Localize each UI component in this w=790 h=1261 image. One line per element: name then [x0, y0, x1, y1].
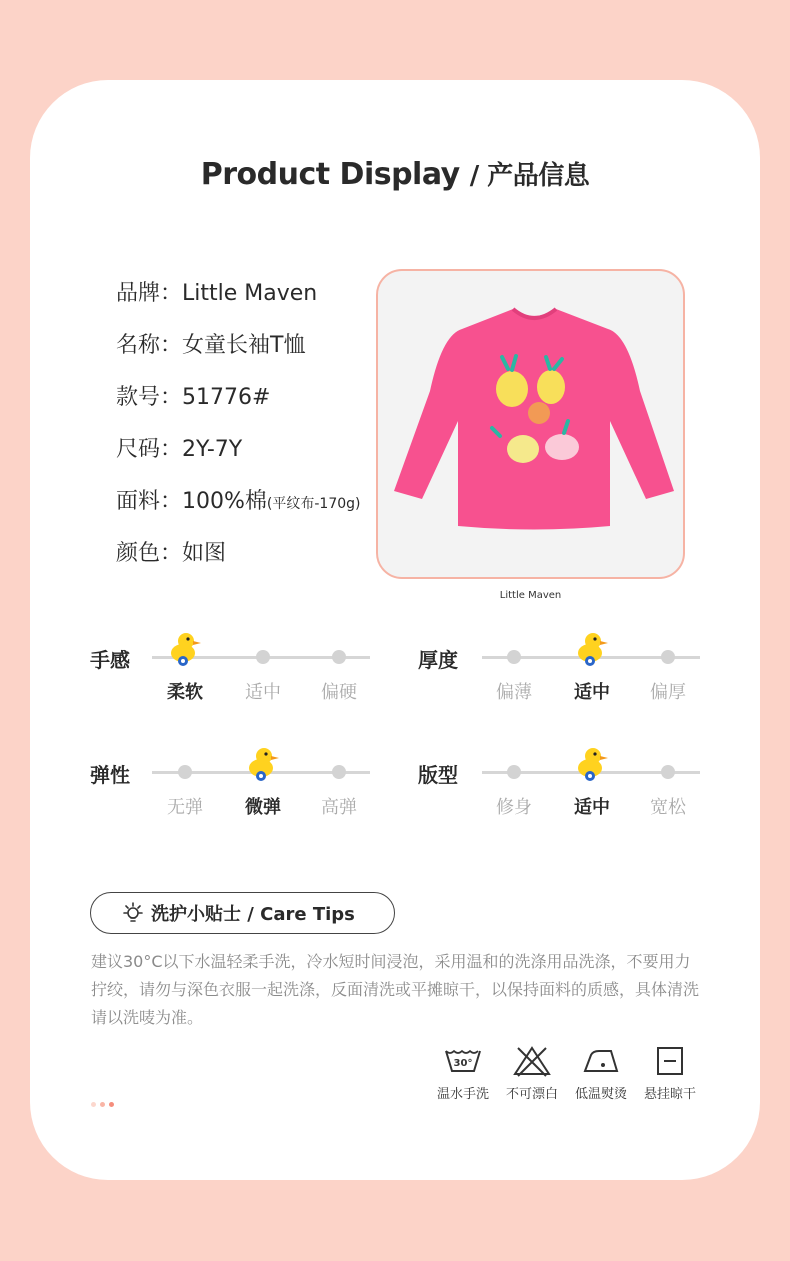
hand-wash-30-icon [443, 1045, 483, 1077]
care-tips-pill [90, 892, 395, 934]
hang-dry-icon [650, 1045, 690, 1077]
care-tips-text: 建议30°C以下水温轻柔手洗，冷水短时间浸泡，采用温和的洗涤用品洗涤，不要用力拧绞，请勿与深色衣服一起洗涤，反面清洗或平摊晾干，以保持面料的质感，具体清洗请以洗唛为准。 [91, 952, 700, 1027]
scale-option: 适中 [574, 682, 610, 703]
spec-style-no: 款号：51776# [116, 385, 271, 410]
scale-option: 适中 [574, 797, 610, 818]
spec-size: 尺码：2Y-7Y [116, 437, 243, 462]
duck-marker-icon [575, 631, 609, 667]
care-label: 不可漂白 [505, 1087, 558, 1102]
scale-option: 偏硬 [321, 682, 357, 703]
scale-title-hand-feel: 手感 [90, 648, 130, 672]
duck-marker-icon [246, 746, 280, 782]
care-label: 悬挂晾干 [643, 1087, 696, 1102]
scale-dot [661, 765, 675, 779]
scale-dot [507, 765, 521, 779]
care-hang-dry [635, 1045, 705, 1102]
care-hand-wash [428, 1045, 498, 1102]
spec-brand: 品牌：Little Maven [116, 281, 318, 306]
care-label: 温水手洗 [436, 1087, 489, 1102]
scale-option: 偏薄 [496, 682, 532, 703]
care-tips-title: 洗护小贴士 / Care Tips [151, 904, 355, 925]
scale-option: 无弹 [167, 797, 203, 818]
title-cn: / 产品信息 [469, 161, 590, 191]
scale-dot [178, 765, 192, 779]
photo-caption: Little Maven [499, 590, 562, 601]
product-photo [376, 269, 685, 579]
page-title [0, 155, 790, 192]
spec-fabric: 面料：100%棉(平纹布-170g) [116, 489, 361, 514]
scale-option: 柔软 [167, 682, 203, 703]
care-label: 低温熨烫 [574, 1087, 627, 1102]
scale-option: 偏厚 [650, 682, 686, 703]
duck-marker-icon [575, 746, 609, 782]
duck-marker-icon [168, 631, 202, 667]
scale-dot [332, 650, 346, 664]
scale-option: 高弹 [321, 797, 357, 818]
lightbulb-icon [121, 901, 145, 925]
scale-dot [256, 650, 270, 664]
scale-option: 适中 [245, 682, 281, 703]
scale-dot [332, 765, 346, 779]
scale-title-thickness: 厚度 [418, 648, 458, 672]
low-iron-icon [581, 1045, 621, 1077]
spec-color: 颜色：如图 [116, 541, 227, 566]
scale-title-fit: 版型 [418, 763, 458, 787]
scale-dot [661, 650, 675, 664]
care-low-iron [566, 1045, 636, 1102]
no-bleach-icon [512, 1045, 552, 1077]
title-en: Product Display [200, 157, 460, 192]
scale-title-elasticity: 弹性 [90, 763, 130, 787]
scale-option: 微弹 [245, 797, 281, 818]
scale-option: 修身 [496, 797, 532, 818]
scale-dot [507, 650, 521, 664]
spec-name: 名称：女童长袖T恤 [116, 333, 306, 358]
scale-option: 宽松 [650, 797, 686, 818]
svg-text:30°: 30° [453, 1058, 473, 1069]
page-dots [91, 1092, 118, 1111]
care-no-bleach [497, 1045, 567, 1102]
tshirt-image [378, 271, 685, 579]
